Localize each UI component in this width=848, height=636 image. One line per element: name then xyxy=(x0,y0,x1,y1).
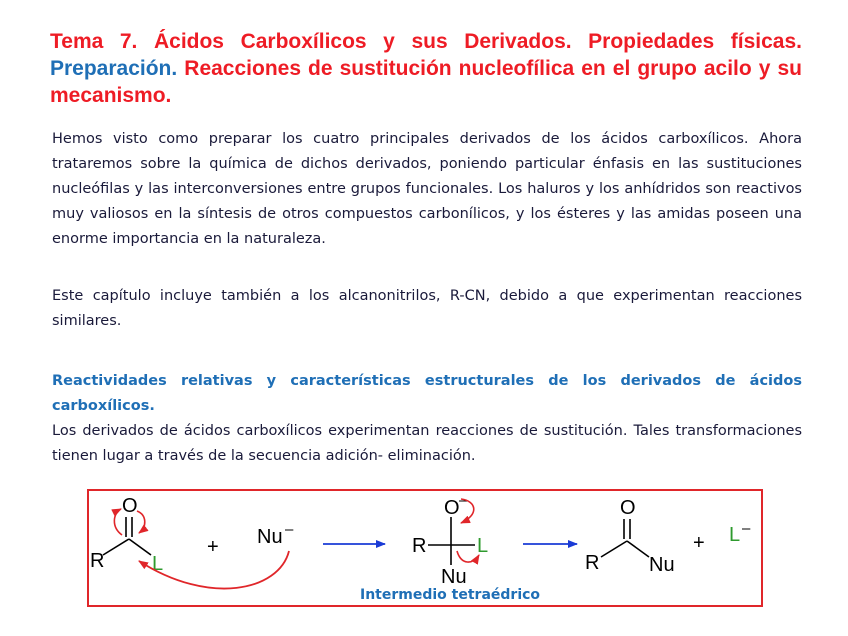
leaving-group-label: L xyxy=(152,553,164,575)
intermediate-r-label: R xyxy=(412,535,427,557)
plus-sign-1: + xyxy=(207,536,219,558)
leaving-group-anion-label: L xyxy=(729,524,741,546)
plus-sign-2: + xyxy=(693,532,705,554)
product-oxygen-label: O xyxy=(620,497,636,519)
mechanism-diagram xyxy=(89,491,765,609)
nucleophile-charge: – xyxy=(285,521,294,538)
bond-c-l xyxy=(129,539,151,555)
tetrahedral-intermediate-structure xyxy=(412,492,488,588)
product-nucleophile-label: Nu xyxy=(649,554,675,576)
section-heading: Reactividades relativas y características estructurales de los derivados de ácidos carboxílicos. xyxy=(52,373,802,414)
r-group-label: R xyxy=(90,550,105,572)
title-preparation: Preparación. xyxy=(50,57,178,80)
product-bond-c-nu xyxy=(627,541,649,557)
section-text: Los derivados de ácidos carboxílicos experimentan reacciones de sustitución. Tales transformaciones tienen lugar a través de la secuencia adición- eliminación. xyxy=(52,423,802,464)
intermediate-leaving-group-label: L xyxy=(477,535,489,557)
product-bond-r-c xyxy=(601,541,627,557)
title-reactions: Reacciones de sustitución nucleofílica en el grupo acilo y su mecanismo. xyxy=(50,57,802,107)
pi-bond-arrow xyxy=(114,509,122,535)
intermediate-nucleophile-label: Nu xyxy=(441,566,467,588)
intermediate-caption: Intermedio tetraédrico xyxy=(360,587,541,603)
intro-paragraph: Hemos visto como preparar los cuatro principales derivados de los ácidos carboxílicos. Ahora trataremos sobre la química de dichos derivados, poniendo particular énfasis en las sustituciones nucleófilas y las interconversiones entre grupos funcionales. Los haluros y los anhídridos son reactivos muy valiosos en la síntesis de otros compuestos carbonílicos, y los ésteres y las amidas poseen una enorme importancia en la naturaleza. xyxy=(52,131,802,247)
oxygen-label: O xyxy=(122,495,138,517)
nucleophile xyxy=(257,521,294,548)
intermediate-oxygen-label: O xyxy=(444,497,460,519)
acyl-derivative-structure xyxy=(90,495,163,575)
substitution-product-structure xyxy=(585,497,675,576)
nitriles-paragraph: Este capítulo incluye también a los alcanonitrilos, R-CN, debido a que experimentan reacciones similares. xyxy=(52,288,802,329)
leaving-group-departure-arrow xyxy=(457,551,479,562)
reaction-scheme xyxy=(87,489,763,607)
title-topic: Tema 7. Ácidos Carboxílicos y sus Derivados. Propiedades físicas. xyxy=(50,30,802,53)
bond-r-c xyxy=(103,539,129,555)
intermediate-oxygen-charge: – xyxy=(459,492,468,509)
page-title xyxy=(50,28,802,109)
nucleophile-label: Nu xyxy=(257,526,283,548)
leaving-group-anion xyxy=(729,520,751,546)
leaving-group-anion-charge: – xyxy=(742,520,751,537)
electron-push-arrow xyxy=(137,511,145,533)
product-r-label: R xyxy=(585,552,600,574)
